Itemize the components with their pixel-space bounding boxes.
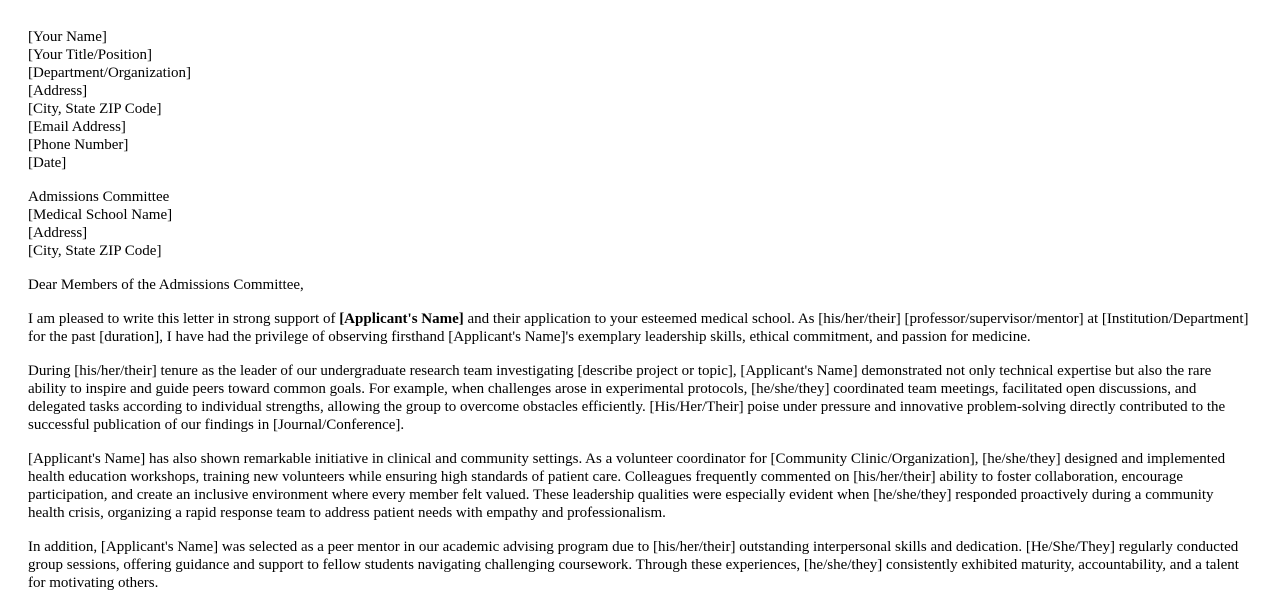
- paragraph-intro-before: I am pleased to write this letter in strong support of: [28, 311, 340, 327]
- salutation: Dear Members of the Admissions Committee,: [28, 277, 304, 293]
- letter-date: [Date]: [28, 155, 67, 171]
- recipient-school: [Medical School Name]: [28, 207, 173, 223]
- paragraph-research: During [his/her/their] tenure as the leader of our undergraduate research team investigating [describe project or topic], [Applicant's Name] demonstrated not only technical expertise but also the rare ability to inspire and guide peers toward common goals. For example, when challenges arose in experimental protocols, [he/she/they] coordinated team meetings, facilitated open discussions, and delegated tasks according to individual strengths, allowing the group to overcome obstacles efficiently. [His/Her/Their] poise under pressure and innovative problem-solving directly contributed to the successful publication of our findings in [Journal/Conference].: [28, 363, 1226, 433]
- paragraph-intro: [28, 310, 1250, 346]
- letter-document: [28, 28, 1250, 608]
- sender-address: [Address]: [28, 83, 88, 99]
- sender-phone: [Phone Number]: [28, 137, 129, 153]
- sender-department: [Department/Organization]: [28, 65, 191, 81]
- paragraph-mentor: In addition, [Applicant's Name] was selected as a peer mentor in our academic advising program due to [his/her/their] outstanding interpersonal skills and dedication. [He/She/They] regularly conducted group sessions, offering guidance and support to fellow students navigating challenging coursework. Through these experiences, [he/she/they] consistently exhibited maturity, accountability, and a talent for motivating others.: [28, 539, 1239, 591]
- recipient-block: [28, 188, 1250, 260]
- recipient-city-state-zip: [City, State ZIP Code]: [28, 243, 162, 259]
- sender-city-state-zip: [City, State ZIP Code]: [28, 101, 162, 117]
- sender-title: [Your Title/Position]: [28, 47, 152, 63]
- recipient-address: [Address]: [28, 225, 88, 241]
- paragraph-intro-after: and their application to your esteemed medical school. As [his/her/their] [professor/supervisor/mentor] at [Institution/Department] for the past [duration], I have had the privilege of observing firsthand [Applicant's Name]'s exemplary leadership skills, ethical commitment, and passion for medicine.: [28, 311, 1249, 345]
- sender-block: [28, 28, 1250, 172]
- paragraph-clinical: [Applicant's Name] has also shown remarkable initiative in clinical and community settings. As a volunteer coordinator for [Community Clinic/Organization], [he/she/they] designed and implemented health education workshops, training new volunteers while ensuring high standards of patient care. Colleagues frequently commented on [his/her/their] ability to foster collaboration, encourage participation, and create an inclusive environment where every member felt valued. These leadership qualities were especially evident when [he/she/they] responded proactively during a community health crisis, organizing a rapid response team to address patient needs with empathy and professionalism.: [28, 451, 1226, 521]
- sender-name: [Your Name]: [28, 29, 107, 45]
- recipient-committee: Admissions Committee: [28, 189, 170, 205]
- sender-email: [Email Address]: [28, 119, 126, 135]
- applicant-name-bold: [Applicant's Name]: [339, 311, 464, 327]
